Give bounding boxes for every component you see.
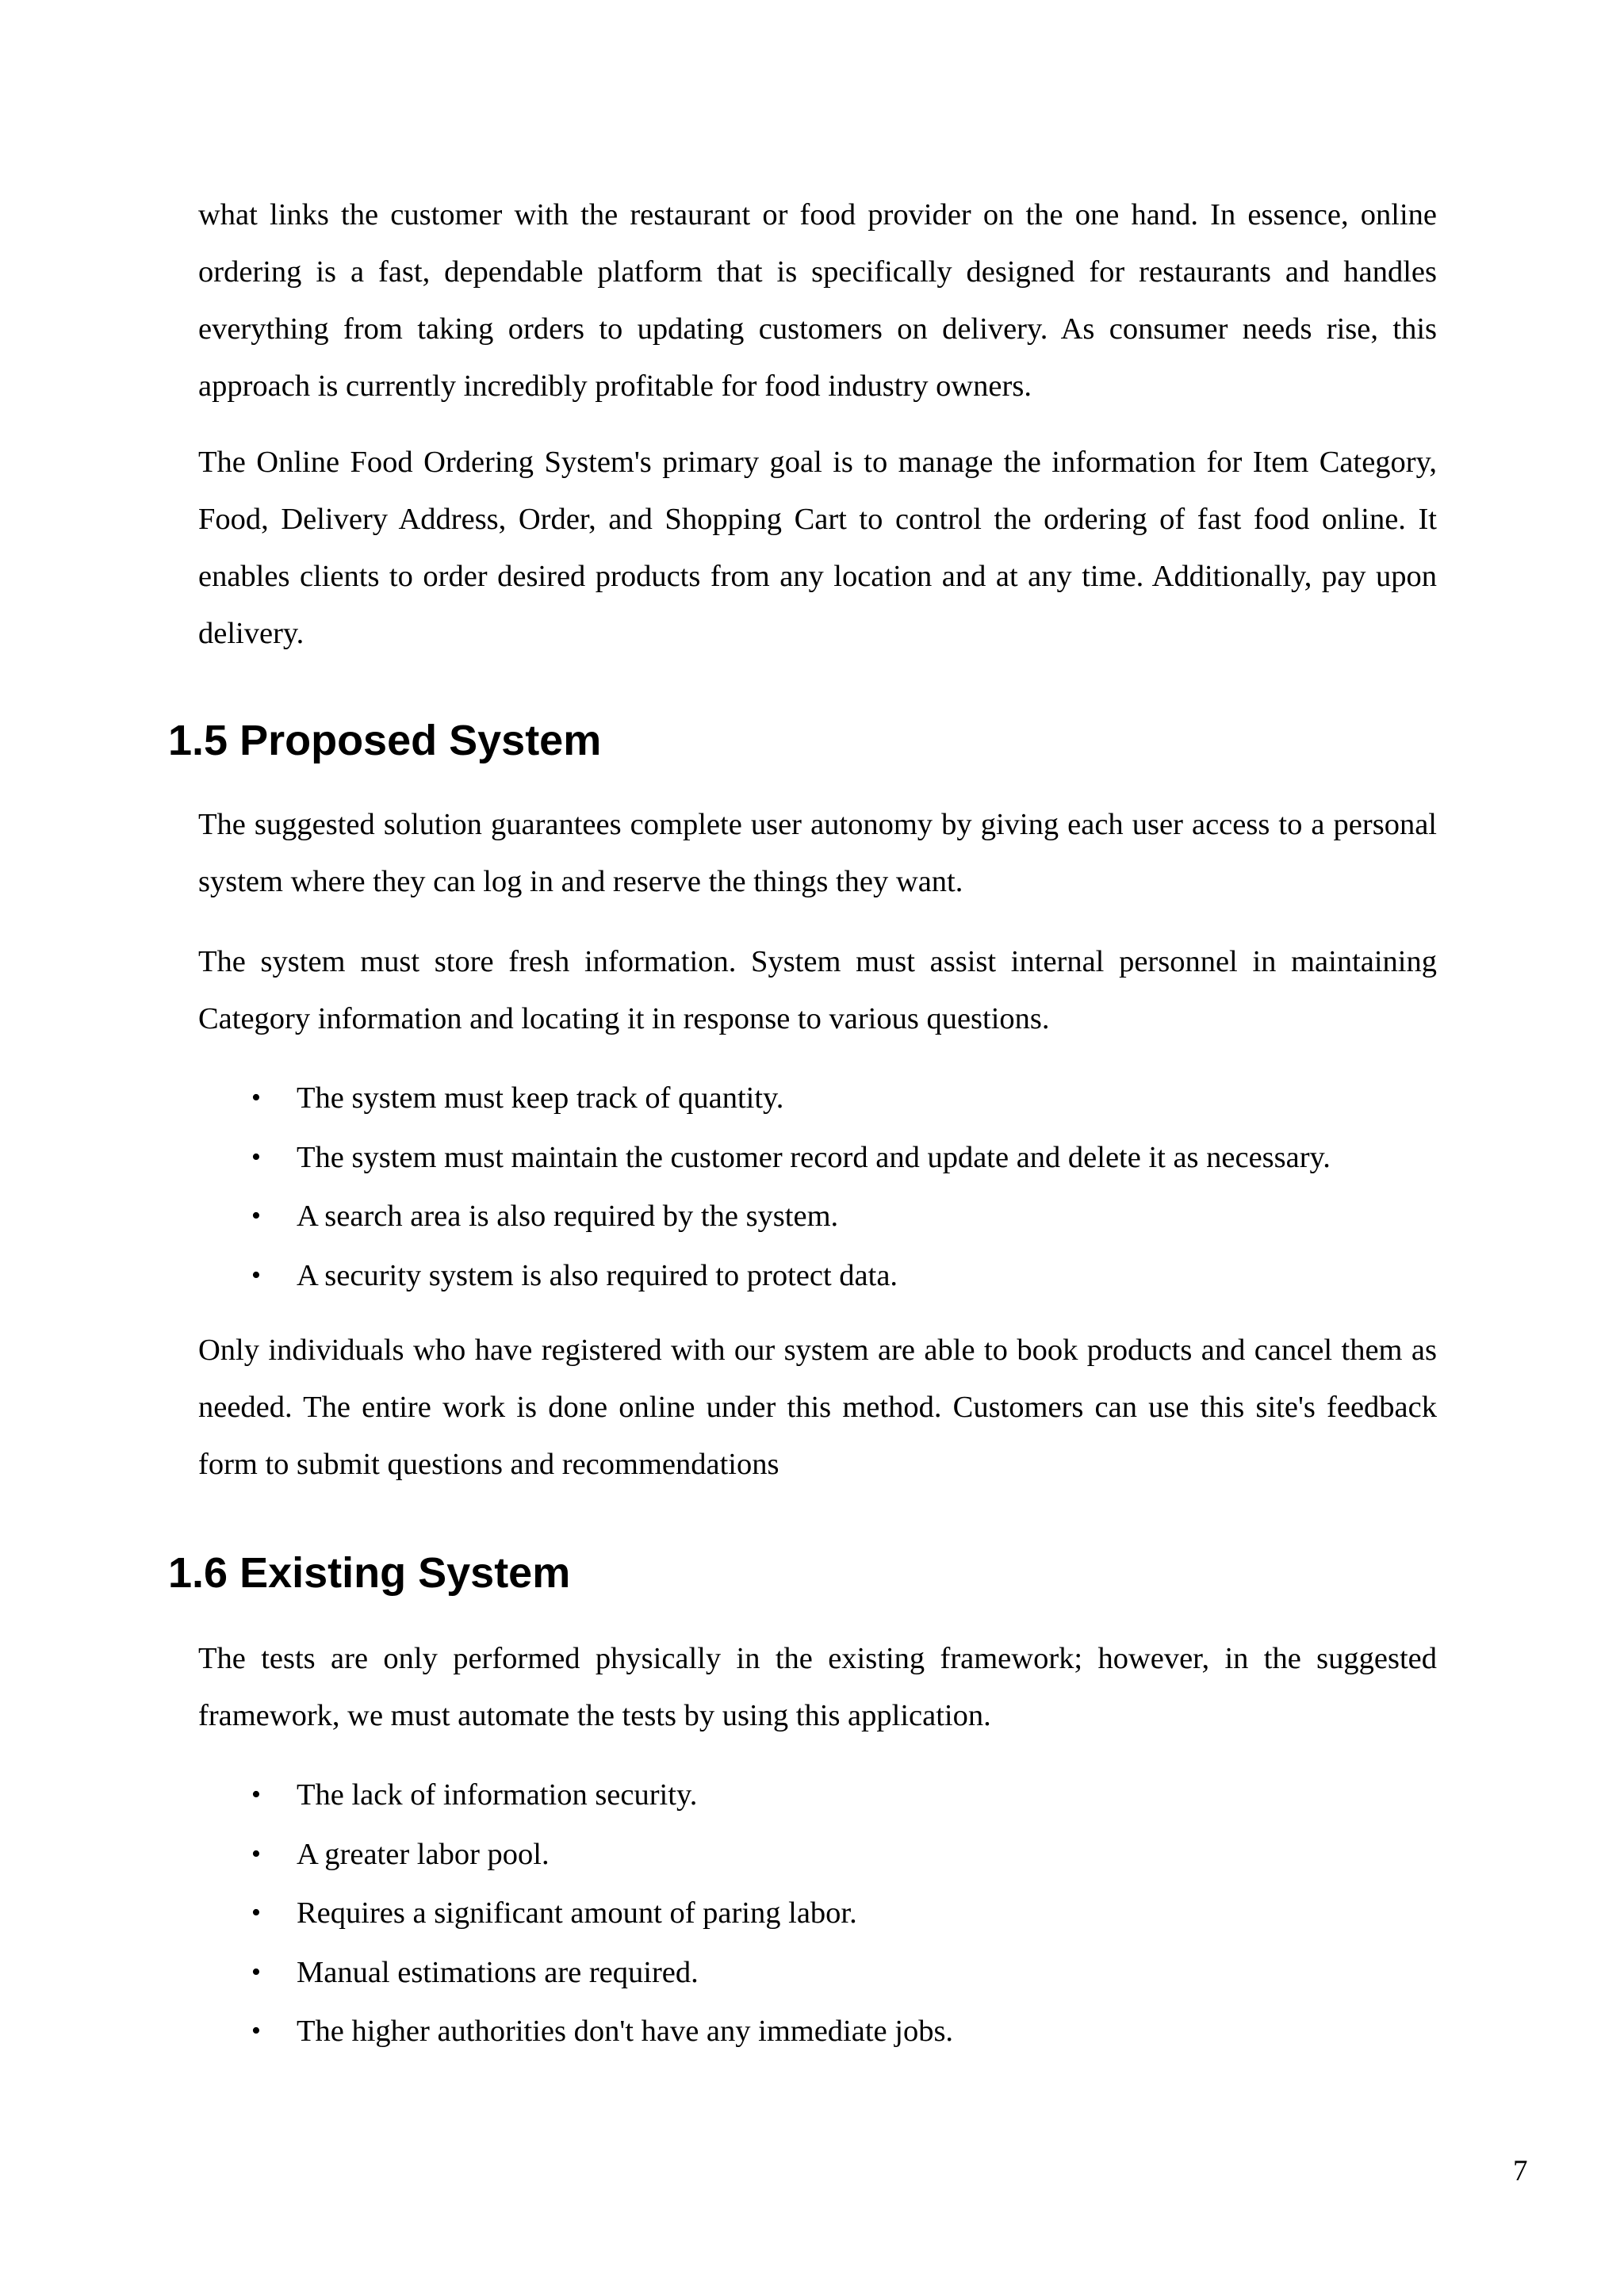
section-heading-existing-system: 1.6 Existing System [168, 1549, 571, 1597]
page-number: 7 [1513, 2155, 1528, 2187]
existing-bullet-list [198, 1766, 1437, 2061]
existing-paragraph: The tests are only performed physically in the existing framework; however, in the suggested framework, we must automate the tests by using this application. [198, 1642, 1437, 1732]
intro-paragraph-1: what links the customer with the restaurant or food provider on the one hand. In essence, online ordering is a fast, dependable platform that is specifically designed for restaurants and handles everything from taking orders to updating customers on delivery. As consumer needs rise, this approach is currently incredibly profitable for food industry owners. [198, 198, 1437, 403]
list-item-text: A search area is also required by the system. [297, 1200, 839, 1233]
proposed-closing-paragraph: Only individuals who have registered with our system are able to book products and cancel them as needed. The entire work is done online under this method. Customers can use this site's feedback form to submit questions and recommendations [198, 1334, 1437, 1481]
list-item [198, 1069, 1437, 1128]
list-item [198, 1825, 1437, 1885]
bullet-icon: • [251, 1260, 261, 1290]
list-item [198, 1943, 1437, 2003]
list-item-text: The higher authorities don't have any immediate jobs. [297, 2015, 954, 2048]
list-item [198, 1187, 1437, 1246]
list-item-text: The system must keep track of quantity. [297, 1081, 784, 1115]
proposed-paragraph-1: The suggested solution guarantees complete user autonomy by giving each user access to a personal system where they can log in and reserve the things they want. [198, 808, 1437, 898]
section-heading-proposed-system: 1.5 Proposed System [168, 717, 602, 764]
bullet-icon: • [251, 1142, 261, 1172]
list-item [198, 1766, 1437, 1825]
proposed-paragraph-2: The system must store fresh information. System must assist internal personnel in maintaining Category information and locating it in response to various questions. [198, 945, 1437, 1035]
list-item-text: Requires a significant amount of paring labor. [297, 1896, 857, 1930]
bullet-icon: • [251, 1083, 261, 1112]
list-item-text: The system must maintain the customer record and update and delete it as necessary. [297, 1140, 1331, 1174]
intro-paragraph-2: The Online Food Ordering System's primary goal is to manage the information for Item Category, Food, Delivery Address, Order, and Shopping Cart to control the ordering of fast food online. It enables clients to order desired products from any location and at any time. Additionally, pay upon delivery. [198, 446, 1437, 650]
list-item-text: A greater labor pool. [297, 1837, 550, 1871]
bullet-icon: • [251, 1780, 261, 1809]
bullet-icon: • [251, 1201, 261, 1230]
list-item [198, 1246, 1437, 1306]
bullet-icon: • [251, 1839, 261, 1869]
bullet-icon: • [251, 1898, 261, 1927]
bullet-icon: • [251, 1957, 261, 1987]
list-item [198, 1128, 1437, 1188]
proposed-bullet-list [198, 1069, 1437, 1305]
list-item-text: The lack of information security. [297, 1778, 698, 1812]
list-item-text: Manual estimations are required. [297, 1955, 699, 1989]
list-item-text: A security system is also required to protect data. [297, 1258, 898, 1292]
list-item [198, 1884, 1437, 1943]
list-item [198, 2002, 1437, 2061]
bullet-icon: • [251, 2016, 261, 2045]
